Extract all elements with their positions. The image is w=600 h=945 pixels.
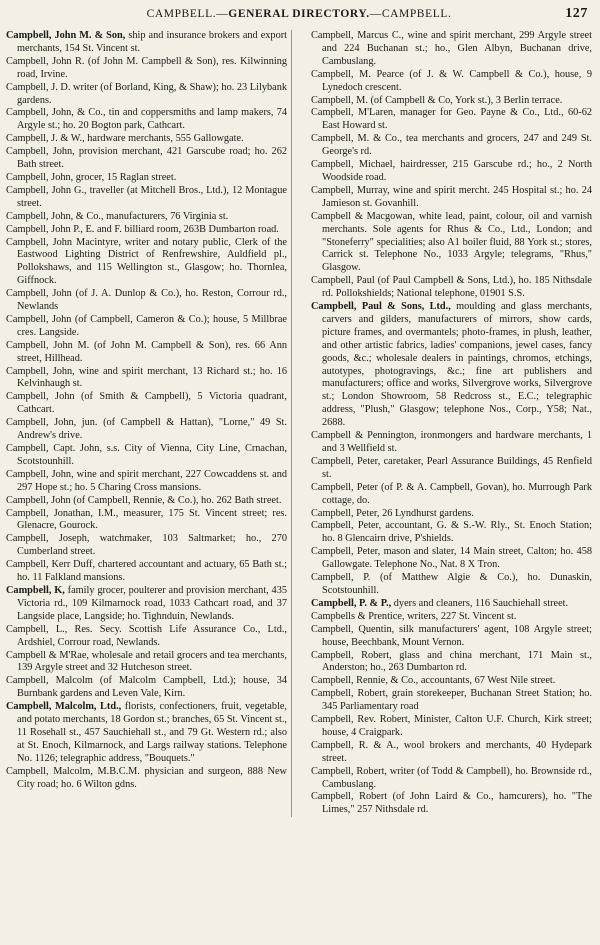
directory-entry [6, 314, 287, 340]
directory-entry [311, 688, 592, 714]
entry-text: Campbell, John (of Campbell, Cameron & Co.); house, 5 Millbrae cres. Langside. [6, 313, 287, 338]
entry-text: Campbell, J. & W., hardware merchants, 555 Gallowgate. [6, 133, 244, 145]
directory-entry [311, 107, 592, 133]
header-separator-left: — [216, 8, 229, 20]
directory-entry [311, 185, 592, 211]
entry-text: Campbell, John, jun. (of Campbell & Hattan), "Lorne," 49 St. Andrew's drive. [6, 417, 287, 442]
directory-entry [6, 185, 287, 211]
directory-entry [6, 30, 287, 56]
entry-text: Campbell, M. (of Campbell & Co, York st.), 3 Berlin terrace. [311, 94, 563, 106]
directory-entry [6, 585, 287, 624]
directory-entry [311, 482, 592, 508]
directory-entry [311, 301, 592, 430]
directory-entry [6, 133, 287, 146]
directory-entry [311, 675, 592, 688]
directory-entry [6, 82, 287, 108]
entry-text: Campbell, John P., E. and F. billiard room, 263B Dumbarton road. [6, 223, 279, 235]
directory-entry [6, 766, 287, 792]
right-column [307, 30, 592, 817]
directory-entry [311, 520, 592, 546]
entry-text: Campbell, Jonathan, I.M., measurer, 175 St. Vincent street; res. Glenacre, Gourock. [6, 507, 287, 532]
entry-text: ship and insurance brokers and export merchants, 154 St. Vincent st. [17, 30, 288, 54]
directory-entry [311, 430, 592, 456]
entry-text: Campbell, Murray, wine and spirit mercht. 245 Hospital st.; ho. 24 Jamieson st. Govanhill. [311, 184, 592, 209]
entry-text: Campbell, Paul (of Paul Campbell & Sons, Ltd.), ho. 185 Nithsdale rd. Pollokshields; National telephone, 01901 S.S. [311, 275, 592, 300]
entry-text: Campbells & Prentice, writers, 227 St. Vincent st. [311, 610, 517, 622]
page-number: 127 [565, 6, 588, 21]
directory-entry [311, 546, 592, 572]
directory-entry [6, 417, 287, 443]
entry-text: Campbell, John (of Smith & Campbell), 5 Victoria quadrant, Cathcart. [6, 391, 287, 416]
directory-entry [6, 508, 287, 534]
entry-text: Campbell, Peter, accountant, G. & S.-W. Rly., St. Enoch Station; ho. 8 Glencairn drive, P'shields. [311, 520, 592, 545]
entry-text: Campbell, Malcolm, M.B.C.M. physician and surgeon, 888 New City road; ho. 6 Wilton gdns. [6, 765, 287, 790]
entry-text: Campbell & Pennington, ironmongers and hardware merchants, 1 and 3 Wellfield st. [311, 430, 592, 454]
entry-text: Campbell & Macgowan, white lead, paint, colour, oil and varnish merchants. Sole agents for Rhus & Co., Ltd., London; and "Stoneferry" specialities; also A1 boiler fluid, 88 York st.; stores, Carrick st. Telephone No., 1033 Argyle; telegrams, "Rhus," Glasgow. [311, 210, 592, 274]
entry-text: Campbell, L., Res. Secy. Scottish Life Assurance Co., Ltd., Ardshiel, Corrour road, Newlands. [6, 623, 287, 648]
entry-text: Campbell, Quentin, silk manufacturers' agent, 108 Argyle street; house, Beechbank, Mount Vernon. [311, 623, 592, 648]
entry-bold-name: Campbell, Malcolm, Ltd., [6, 701, 122, 713]
entry-bold-name: Campbell, K, [6, 584, 65, 596]
directory-entry [6, 675, 287, 701]
entry-text: Campbell, John (of J. A. Dunlop & Co.), ho. Reston, Corrour rd., Newlands [6, 288, 287, 313]
entry-text: Campbell, Joseph, watchmaker, 103 Saltmarket; ho., 270 Cumberland street. [6, 533, 287, 558]
entry-text: Campbell, Peter (of P. & A. Campbell, Govan), ho. Murrough Park cottage, do. [311, 481, 592, 506]
entry-bold-name: Campbell, Paul & Sons, Ltd., [311, 301, 451, 313]
directory-entry [6, 559, 287, 585]
entry-text: Campbell, Michael, hairdresser, 215 Garscube rd.; ho., 2 North Woodside road. [311, 159, 592, 183]
directory-entry [311, 650, 592, 676]
entry-text: Campbell, Peter, mason and slater, 14 Main street, Calton; ho. 458 Gallowgate. Telephone No., Nat. 8 X Tron. [311, 546, 592, 571]
directory-entry [6, 469, 287, 495]
header-title: GENERAL DIRECTORY. [228, 8, 370, 20]
entry-text: Campbell, Robert (of John Laird & Co., hamcurers), ho. "The Limes," 257 Nithsdale rd. [311, 791, 592, 816]
directory-entry [6, 237, 287, 289]
header-right-word: CAMPBELL. [381, 8, 452, 20]
entry-text: Campbell, Robert, grain storekeeper, Buchanan Street Station; ho. 345 Parliamentary road [311, 688, 592, 713]
directory-entry [6, 288, 287, 314]
entry-text: Campbell, M. & Co., tea merchants and grocers, 247 and 249 St. George's rd. [311, 133, 592, 158]
entry-text: Campbell, John Macintyre, writer and notary public, Clerk of the Eastwood Lighting District of Renfrewshire, Auldfield pl., Pollokshaws, and 115 Wellington st., Glasgow; ho. Thornlea, Giffnock. [6, 236, 287, 287]
entry-text: Campbell, John, grocer, 15 Raglan street. [6, 171, 177, 183]
directory-entry [311, 766, 592, 792]
directory-entry [311, 611, 592, 624]
directory-entry [6, 443, 287, 469]
directory-entry [6, 624, 287, 650]
entry-bold-name: Campbell, John M. & Son, [6, 30, 126, 41]
directory-entry [311, 211, 592, 276]
entry-text: Campbell, Rev. Robert, Minister, Calton U.F. Church, Kirk street; house, 4 Craigpark. [311, 714, 592, 738]
directory-entry [311, 95, 592, 108]
entry-text: Campbell, Malcolm (of Malcolm Campbell, Ltd.); house, 34 Burnbank gardens and Leven Vale, Kirn. [6, 675, 287, 700]
directory-entry [311, 275, 592, 301]
directory-entry [311, 598, 592, 611]
directory-entry [311, 624, 592, 650]
entry-text: Campbell & M'Rae, wholesale and retail grocers and tea merchants, 139 Argyle street and 32 Hutcheson street. [6, 649, 287, 674]
directory-entry [311, 572, 592, 598]
directory-entry [6, 366, 287, 392]
entry-text: Campbell, Peter, caretaker, Pearl Assurance Buildings, 45 Renfield st. [311, 455, 592, 480]
page-header [6, 4, 592, 24]
entry-bold-name: Campbell, P. & P., [311, 597, 392, 609]
entry-text: Campbell, Capt. John, s.s. City of Vienna, City Line, Crnachan, Scotstounhill. [6, 443, 287, 467]
entry-text: Campbell, John, provision merchant, 421 Garscube road; ho. 262 Bath street. [6, 146, 287, 171]
directory-entry [6, 107, 287, 133]
left-column [6, 30, 292, 817]
directory-entry [6, 391, 287, 417]
entry-text: Campbell, Robert, glass and china merchant, 171 Main st., Anderston; ho., 263 Dumbarton rd. [311, 649, 592, 674]
header-separator-right: — [369, 8, 382, 20]
entry-text: Campbell, Rennie, & Co., accountants, 67 West Nile street. [311, 675, 556, 687]
entry-text: Campbell, John G., traveller (at Mitchell Bros., Ltd.), 12 Montague street. [6, 184, 287, 209]
entry-text: Campbell, M. Pearce (of J. & W. Campbell & Co.), house, 9 Lynedoch crescent. [311, 68, 592, 93]
entry-text: Campbell, John, wine and spirit merchant, 227 Cowcaddens st. and 297 Hope st.; ho. 5 Charing Cross mansions. [6, 468, 287, 493]
entry-text: Campbell, P. (of Matthew Algie & Co.), ho. Dunaskin, Scotstounhill. [311, 572, 592, 596]
directory-entry [6, 495, 287, 508]
entry-text: Campbell, Marcus C., wine and spirit merchant, 299 Argyle street and 224 Buchanan st.; ho., Glen Albyn, Buchanan drive, Cambuslang. [311, 30, 592, 67]
directory-entry [311, 714, 592, 740]
entry-text: Campbell, R. & A., wool brokers and merchants, 40 Hydepark street. [311, 739, 592, 764]
directory-entry [6, 146, 287, 172]
columns [6, 30, 592, 817]
directory-entry [6, 533, 287, 559]
directory-entry [6, 211, 287, 224]
directory-entry [311, 69, 592, 95]
entry-text: Campbell, John, & Co., manufacturers, 76 Virginia st. [6, 210, 229, 222]
entry-text: Campbell, Robert, writer (of Todd & Campbell), ho. Brownside rd., Cambuslang. [311, 765, 592, 790]
directory-entry [311, 791, 592, 817]
entry-text: Campbell, John R. (of John M. Campbell & Son), res. Kilwinning road, Irvine. [6, 55, 287, 80]
directory-entry [6, 56, 287, 82]
directory-entry [311, 159, 592, 185]
directory-entry [6, 701, 287, 766]
entry-text: florists, confectioners, fruit, vegetable, and potato merchants, 18 Gordon st.; branches, 65 St. Vincent st., 11 Rosehall st., 457 Sauchiehall st., and 79 Gt. Western rd.; also at St. Enoch, Kilmarnock, and Largs railway stations. Telephone No. 1126; telegraphic address, "Bouquets." [17, 701, 287, 764]
entry-text: Campbell, John (of Campbell, Rennie, & Co.), ho. 262 Bath street. [6, 494, 282, 506]
directory-entry [6, 340, 287, 366]
entry-text: Campbell, John, wine and spirit merchant, 13 Richard st.; ho. 16 Kelvinhaugh st. [6, 365, 287, 390]
directory-entry [311, 456, 592, 482]
directory-entry [6, 650, 287, 676]
entry-text: family grocer, poulterer and provision merchant, 435 Victoria rd., 109 Kilmarnock road, 1033 Cathcart road, and 37 Langside place, Langside; ho. Tighnduin, Newlands. [17, 584, 287, 622]
directory-entry [311, 30, 592, 69]
directory-entry [311, 508, 592, 521]
entry-text: Campbell, John M. (of John M. Campbell & Son), res. 66 Ann street, Hillhead. [6, 339, 287, 364]
header-left-word: CAMPBELL. [146, 8, 217, 20]
directory-entry [311, 740, 592, 766]
directory-entry [311, 133, 592, 159]
entry-text: moulding and glass merchants, carvers and gilders, manufacturers of mirrors, show cards, picture frames, and overmantels; photo-frames, in plush, leather, and other artistic fabrics, ladies' companions, jewel cases, fancy goods, &c.; wholesale dealers in paintings, chromos, etchings, autotypes, photogravings, &c.; fine art publishers and manufacturers; office and works, Silvergrove works, Silvergrove st.; London Showroom, 58 Redcross st., E.C.; telegraphic address, "Plush," Glasgow; telephone Nos., Corp., Y58; Nat., 2688. [322, 301, 592, 429]
entry-text: Campbell, J. D. writer (of Borland, King, & Shaw); ho. 23 Lilybank gardens. [6, 81, 287, 106]
directory-entry [6, 224, 287, 237]
entry-text: Campbell, Peter, 26 Lyndhurst gardens. [311, 507, 474, 519]
entry-text: dyers and cleaners, 116 Sauchiehall street. [391, 597, 569, 609]
entry-text: Campbell, John, & Co., tin and coppersmiths and lamp makers, 74 Argyle st.; ho. 20 Bogton park, Cathcart. [6, 107, 287, 132]
directory-entry [6, 172, 287, 185]
entry-text: Campbell, M'Laren, manager for Geo. Payne & Co., Ltd., 60-62 East Howard st. [311, 107, 592, 132]
entry-text: Campbell, Kerr Duff, chartered accountant and actuary, 65 Bath st.; ho. 11 Falkland mansions. [6, 559, 287, 584]
